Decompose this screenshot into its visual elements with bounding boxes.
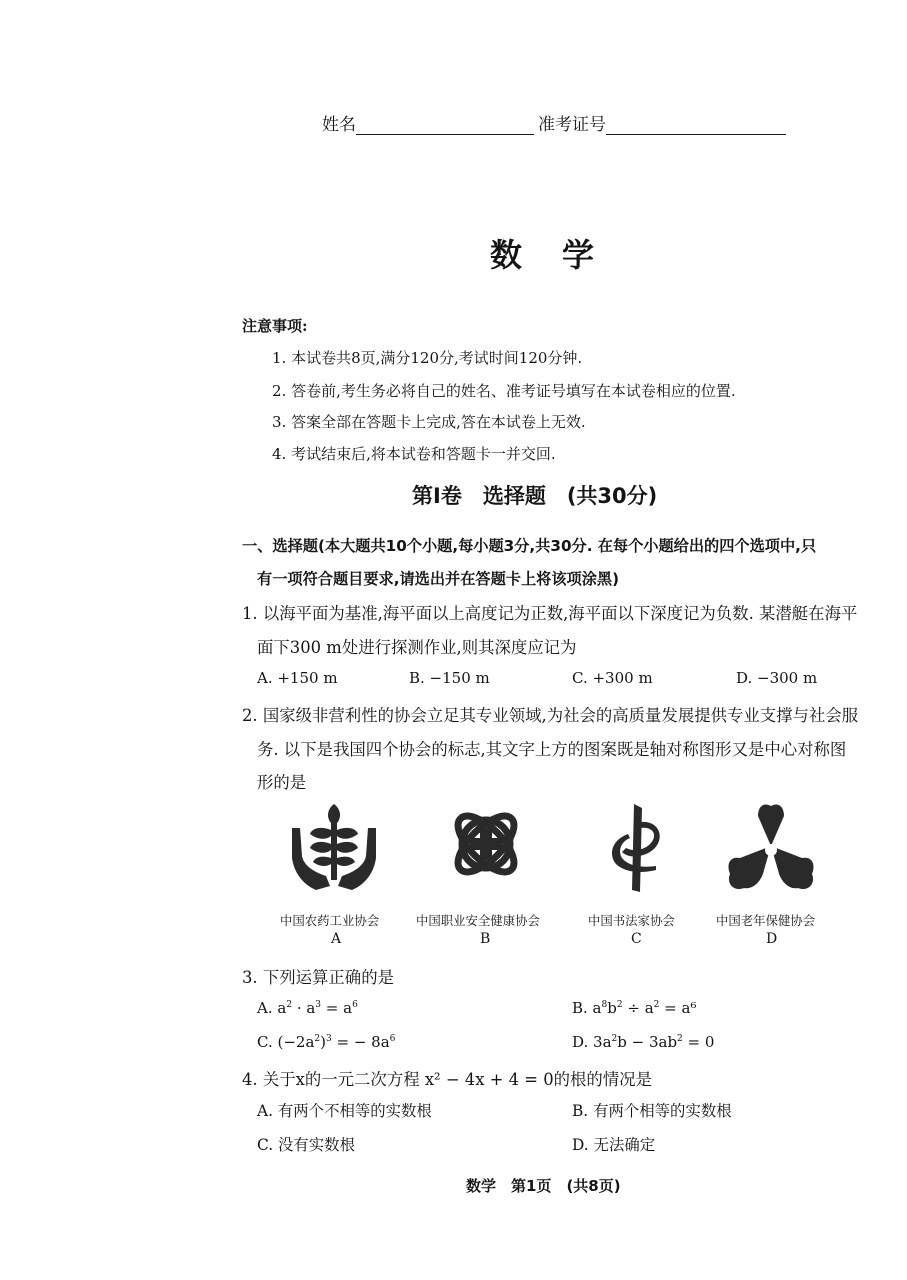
note-item-2: 2. 答卷前,考生务必将自己的姓名、准考证号填写在本试卷相应的位置. <box>272 382 736 400</box>
logo-caption-a: 中国农药工业协会 <box>280 913 380 928</box>
q1-line2: 面下300 m处进行探测作业,则其深度应记为 <box>257 638 577 657</box>
q3-option-b: B. $a^8b^2 \div a^2 = a^6$ <box>572 999 697 1017</box>
name-label: 姓名 <box>322 115 356 135</box>
logo-letter-b: B <box>480 931 491 947</box>
notes-title: 注意事项: <box>242 317 308 335</box>
q4-stem: 4. 关于x的一元二次方程 x² − 4x + 4 = 0的根的情况是 <box>242 1070 652 1089</box>
name-blank <box>356 116 534 135</box>
exam-number-label: 准考证号 <box>538 115 606 135</box>
q4-option-b: B. 有两个相等的实数根 <box>572 1102 732 1120</box>
logo-letter-c: C <box>631 931 642 947</box>
note-item-3: 3. 答案全部在答题卡上完成,答在本试卷上无效. <box>272 413 586 431</box>
q3-option-d: D. $3a^2b - 3ab^2 = 0$ <box>572 1033 715 1051</box>
cross-orbit-icon <box>446 804 526 884</box>
logo-caption-d: 中国老年保健协会 <box>716 913 816 928</box>
subject-title: 数 学 <box>490 236 599 274</box>
q3-option-a: A. $a^2 \cdot a^3 = a^6$ <box>257 999 358 1017</box>
section-heading-line1: 一、选择题(本大题共10个小题,每小题3分,共30分. 在每个小题给出的四个选项中,只 <box>242 537 817 555</box>
exam-number-blank <box>606 116 786 135</box>
q4-option-d: D. 无法确定 <box>572 1136 656 1154</box>
brush-stroke-icon <box>600 800 670 896</box>
page-footer: 数学 第1页 (共8页) <box>466 1177 621 1195</box>
q2-line2: 务. 以下是我国四个协会的标志,其文字上方的图案既是轴对称图形又是中心对称图 <box>257 740 847 759</box>
ginkgo-leaves-icon <box>724 800 818 896</box>
logo-letter-a: A <box>331 931 342 947</box>
note-item-1: 1. 本试卷共8页,满分120分,考试时间120分钟. <box>272 349 583 367</box>
q2-line3: 形的是 <box>257 773 307 792</box>
q1-option-c: C. +300 m <box>572 669 653 687</box>
header-fields <box>322 110 786 135</box>
section-heading-line2: 有一项符合题目要求,请选出并在答题卡上将该项涂黑) <box>257 570 620 588</box>
logo-caption-b: 中国职业安全健康协会 <box>416 913 540 928</box>
logo-caption-c: 中国书法家协会 <box>588 913 675 928</box>
part-title: 第Ⅰ卷 选择题 (共30分) <box>412 484 658 508</box>
q1-option-d: D. −300 m <box>736 669 818 687</box>
q1-option-a: A. +150 m <box>257 669 338 687</box>
q3-option-c: C. $(-2a^2)^3$ = − $8a^6$ <box>257 1033 396 1051</box>
wheat-hands-icon <box>286 800 382 896</box>
q4-option-a: A. 有两个不相等的实数根 <box>257 1102 432 1120</box>
q1-option-b: B. −150 m <box>409 669 490 687</box>
note-item-4: 4. 考试结束后,将本试卷和答题卡一并交回. <box>272 445 556 463</box>
q2-line1: 2. 国家级非营利性的协会立足其专业领域,为社会的高质量发展提供专业支撑与社会服 <box>242 706 859 725</box>
q1-line1: 1. 以海平面为基准,海平面以上高度记为正数,海平面以下深度记为负数. 某潜艇在海平 <box>242 604 858 623</box>
logo-letter-d: D <box>766 931 778 947</box>
q4-option-c: C. 没有实数根 <box>257 1136 355 1154</box>
q3-stem: 3. 下列运算正确的是 <box>242 968 394 987</box>
